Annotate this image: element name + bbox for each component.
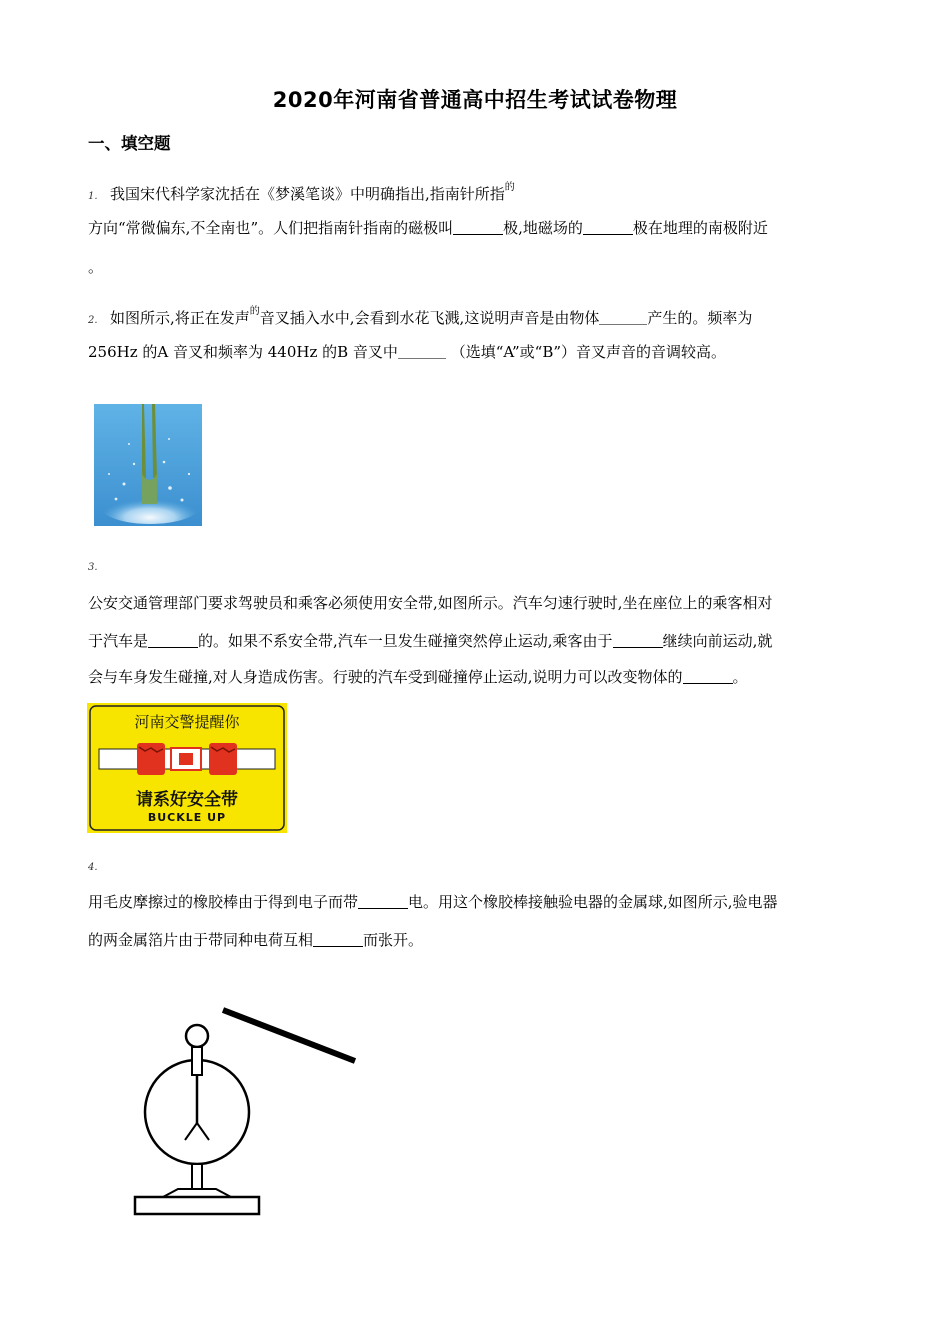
q3-number-text: 3. [88, 562, 98, 573]
q3-line-3 [88, 666, 748, 688]
page-title: 2020年河南省普通高中招生考试试卷物理 [272, 88, 678, 112]
q3-blank-1[interactable] [148, 633, 198, 648]
rubber-rod [223, 1010, 355, 1061]
q3-text-3a: 会与车身发生碰撞,对人身造成伤害。行驶的汽车受到碰撞停止运动,说明力可以改变物体的 [88, 668, 683, 686]
q3-text-2b: 的。如果不系安全带,汽车一旦发生碰撞突然停止运动,乘客由于 [198, 632, 613, 650]
q1-blank-1[interactable] [453, 220, 503, 235]
q2-text-1a: 如图所示,将正在发声 [110, 309, 250, 327]
q1-number: 1. [88, 191, 98, 202]
seatbelt-sign [87, 703, 287, 833]
q3-text-3b: 。 [732, 668, 748, 686]
q1-text-2a: 方向“常微偏东,不全南也”。人们把指南针指南的磁极叫 [88, 219, 454, 237]
q2-line-1 [88, 301, 752, 332]
q1-text-2c: 极在地理的南极附近 [632, 219, 768, 237]
q2-text-1b: 音叉插入水中,会看到水花飞溅,这说明声音是由物体 [259, 309, 600, 327]
q1-blank-2[interactable] [583, 220, 633, 235]
q1-line-2 [88, 217, 768, 239]
q2-text-2b: （选填“A”或“B”）音叉声音的音调较高。 [450, 343, 727, 361]
q1-sup: 的 [504, 182, 515, 193]
q3-line-1: 公安交通管理部门要求驾驶员和乘客必须使用安全带,如图所示。汽车匀速行驶时,坐在座位上的乘客相对 [88, 594, 773, 612]
q4-number [88, 854, 110, 879]
electroscope-diagram [130, 1005, 370, 1225]
q4-blank-1[interactable] [358, 894, 408, 909]
seatbelt-sign-main-text: 请系好安全带 [136, 790, 238, 810]
q1-line-1 [88, 177, 515, 208]
seatbelt-sign-english-text: BUCKLE UP [147, 811, 227, 824]
q4-line-2 [88, 929, 423, 951]
q4-number-text: 4. [88, 862, 98, 873]
q3-line-2 [88, 630, 772, 652]
q1-line-3: 。 [88, 258, 104, 276]
q2-text-1c: 产生的。频率为 [647, 309, 753, 327]
section-heading: 一、填空题 [88, 134, 171, 153]
tuning-fork-water-image [94, 404, 202, 526]
q1-text-1: 我国宋代科学家沈括在《梦溪笔谈》中明确指出,指南针所指 [110, 185, 505, 203]
q4-text-2a: 的两金属箔片由于带同种电荷互相 [88, 931, 314, 949]
electroscope-illustration [130, 1005, 370, 1225]
electroscope-base [135, 1197, 259, 1214]
q2-blank-2[interactable] [398, 344, 446, 359]
q2-blank-1[interactable] [599, 310, 647, 325]
q3-text-2a: 于汽车是 [88, 632, 149, 650]
q4-text-1b: 电。用这个橡胶棒接触验电器的金属球,如图所示,验电器 [408, 893, 778, 911]
tuning-fork-water-illustration [94, 404, 202, 526]
q3-blank-3[interactable] [683, 669, 733, 684]
q2-line-2 [88, 341, 726, 363]
q4-blank-2[interactable] [313, 932, 363, 947]
q4-text-1a: 用毛皮摩擦过的橡胶棒由于得到电子而带 [88, 893, 359, 911]
metal-ball [186, 1025, 208, 1047]
q2-sup: 的 [249, 306, 260, 317]
q4-text-2b: 而张开。 [363, 931, 424, 949]
q3-text-2c: 继续向前运动,就 [662, 632, 773, 650]
q3-blank-2[interactable] [613, 633, 663, 648]
q2-number: 2. [88, 315, 98, 326]
q3-number [88, 554, 110, 579]
seatbelt-sign-top-text: 河南交警提醒你 [134, 713, 240, 731]
q1-text-2b: 极,地磁场的 [503, 219, 583, 237]
q4-line-1 [88, 891, 778, 913]
q2-text-2a: 256Hz 的A 音叉和频率为 440Hz 的B 音叉中 [88, 343, 398, 361]
